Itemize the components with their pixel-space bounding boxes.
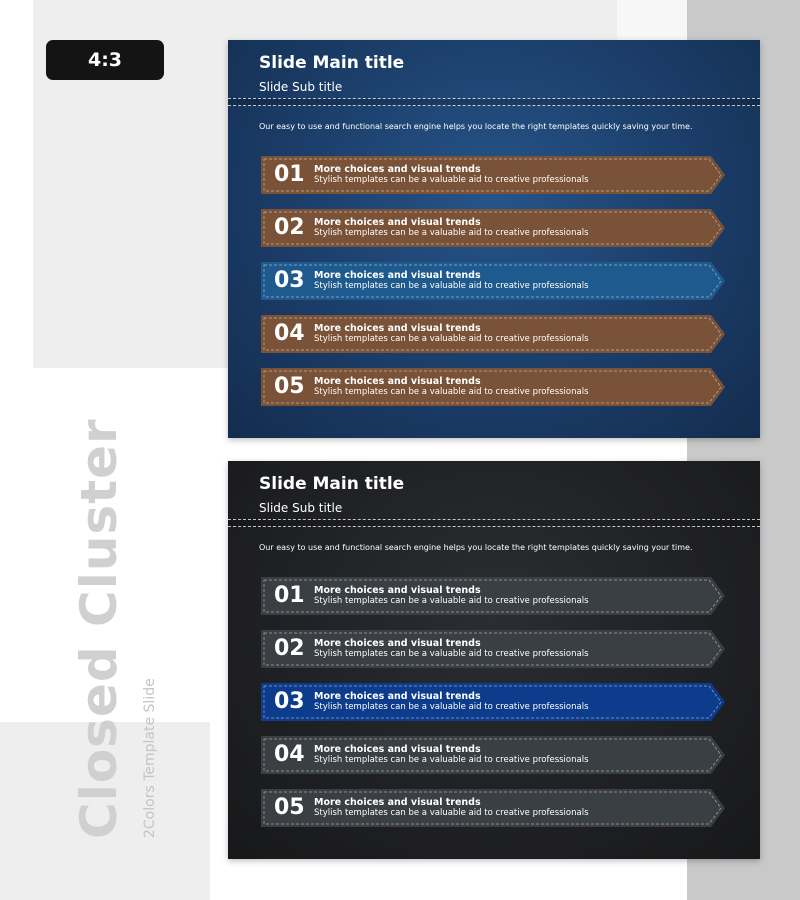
item-number: 05	[274, 374, 305, 399]
item-heading: More choices and visual trends	[314, 797, 481, 808]
slide-description: Our easy to use and functional search engine helps you locate the right templates quickly saving your time.	[259, 543, 693, 552]
item-number: 04	[274, 321, 305, 346]
item-text: Stylish templates can be a valuable aid to creative professionals	[314, 649, 589, 659]
item-number: 02	[274, 636, 305, 661]
slide-description: Our easy to use and functional search engine helps you locate the right templates quickly saving your time.	[259, 122, 693, 131]
item-number: 03	[274, 689, 305, 714]
item-text: Stylish templates can be a valuable aid to creative professionals	[314, 175, 589, 185]
list-item	[261, 630, 725, 668]
item-heading: More choices and visual trends	[314, 164, 481, 175]
item-heading: More choices and visual trends	[314, 638, 481, 649]
item-number: 01	[274, 162, 305, 187]
item-text: Stylish templates can be a valuable aid to creative professionals	[314, 596, 589, 606]
list-item	[261, 789, 725, 827]
item-text: Stylish templates can be a valuable aid to creative professionals	[314, 334, 589, 344]
list-item	[261, 368, 725, 406]
item-heading: More choices and visual trends	[314, 323, 481, 334]
item-heading: More choices and visual trends	[314, 376, 481, 387]
item-number: 04	[274, 742, 305, 767]
side-title: Closed Cluster	[70, 418, 128, 839]
list-item	[261, 577, 725, 615]
slide-subtitle: Slide Sub title	[259, 501, 343, 515]
item-text: Stylish templates can be a valuable aid to creative professionals	[314, 755, 589, 765]
item-text: Stylish templates can be a valuable aid to creative professionals	[314, 702, 589, 712]
item-text: Stylish templates can be a valuable aid to creative professionals	[314, 281, 589, 291]
item-number: 02	[274, 215, 305, 240]
side-subtitle: 2Colors Template Slide	[142, 678, 158, 838]
item-text: Stylish templates can be a valuable aid to creative professionals	[314, 808, 589, 818]
item-text: Stylish templates can be a valuable aid to creative professionals	[314, 387, 589, 397]
item-heading: More choices and visual trends	[314, 270, 481, 281]
list-item	[261, 262, 725, 300]
aspect-ratio-badge: 4:3	[46, 40, 164, 80]
slide-preview-dark[interactable]	[228, 461, 760, 859]
list-item	[261, 156, 725, 194]
slide-title: Slide Main title	[259, 474, 405, 494]
item-number: 01	[274, 583, 305, 608]
item-number: 03	[274, 268, 305, 293]
slide-subtitle: Slide Sub title	[259, 80, 343, 94]
slide-title: Slide Main title	[259, 53, 405, 73]
slide-preview-blue[interactable]	[228, 40, 760, 438]
list-item	[261, 209, 725, 247]
stitch-divider	[228, 98, 760, 106]
item-heading: More choices and visual trends	[314, 691, 481, 702]
list-item	[261, 683, 725, 721]
item-heading: More choices and visual trends	[314, 585, 481, 596]
side-title-container	[70, 420, 130, 840]
side-subtitle-container	[135, 620, 165, 840]
item-number: 05	[274, 795, 305, 820]
list-item	[261, 736, 725, 774]
item-text: Stylish templates can be a valuable aid to creative professionals	[314, 228, 589, 238]
item-heading: More choices and visual trends	[314, 217, 481, 228]
item-heading: More choices and visual trends	[314, 744, 481, 755]
stitch-divider	[228, 519, 760, 527]
list-item	[261, 315, 725, 353]
